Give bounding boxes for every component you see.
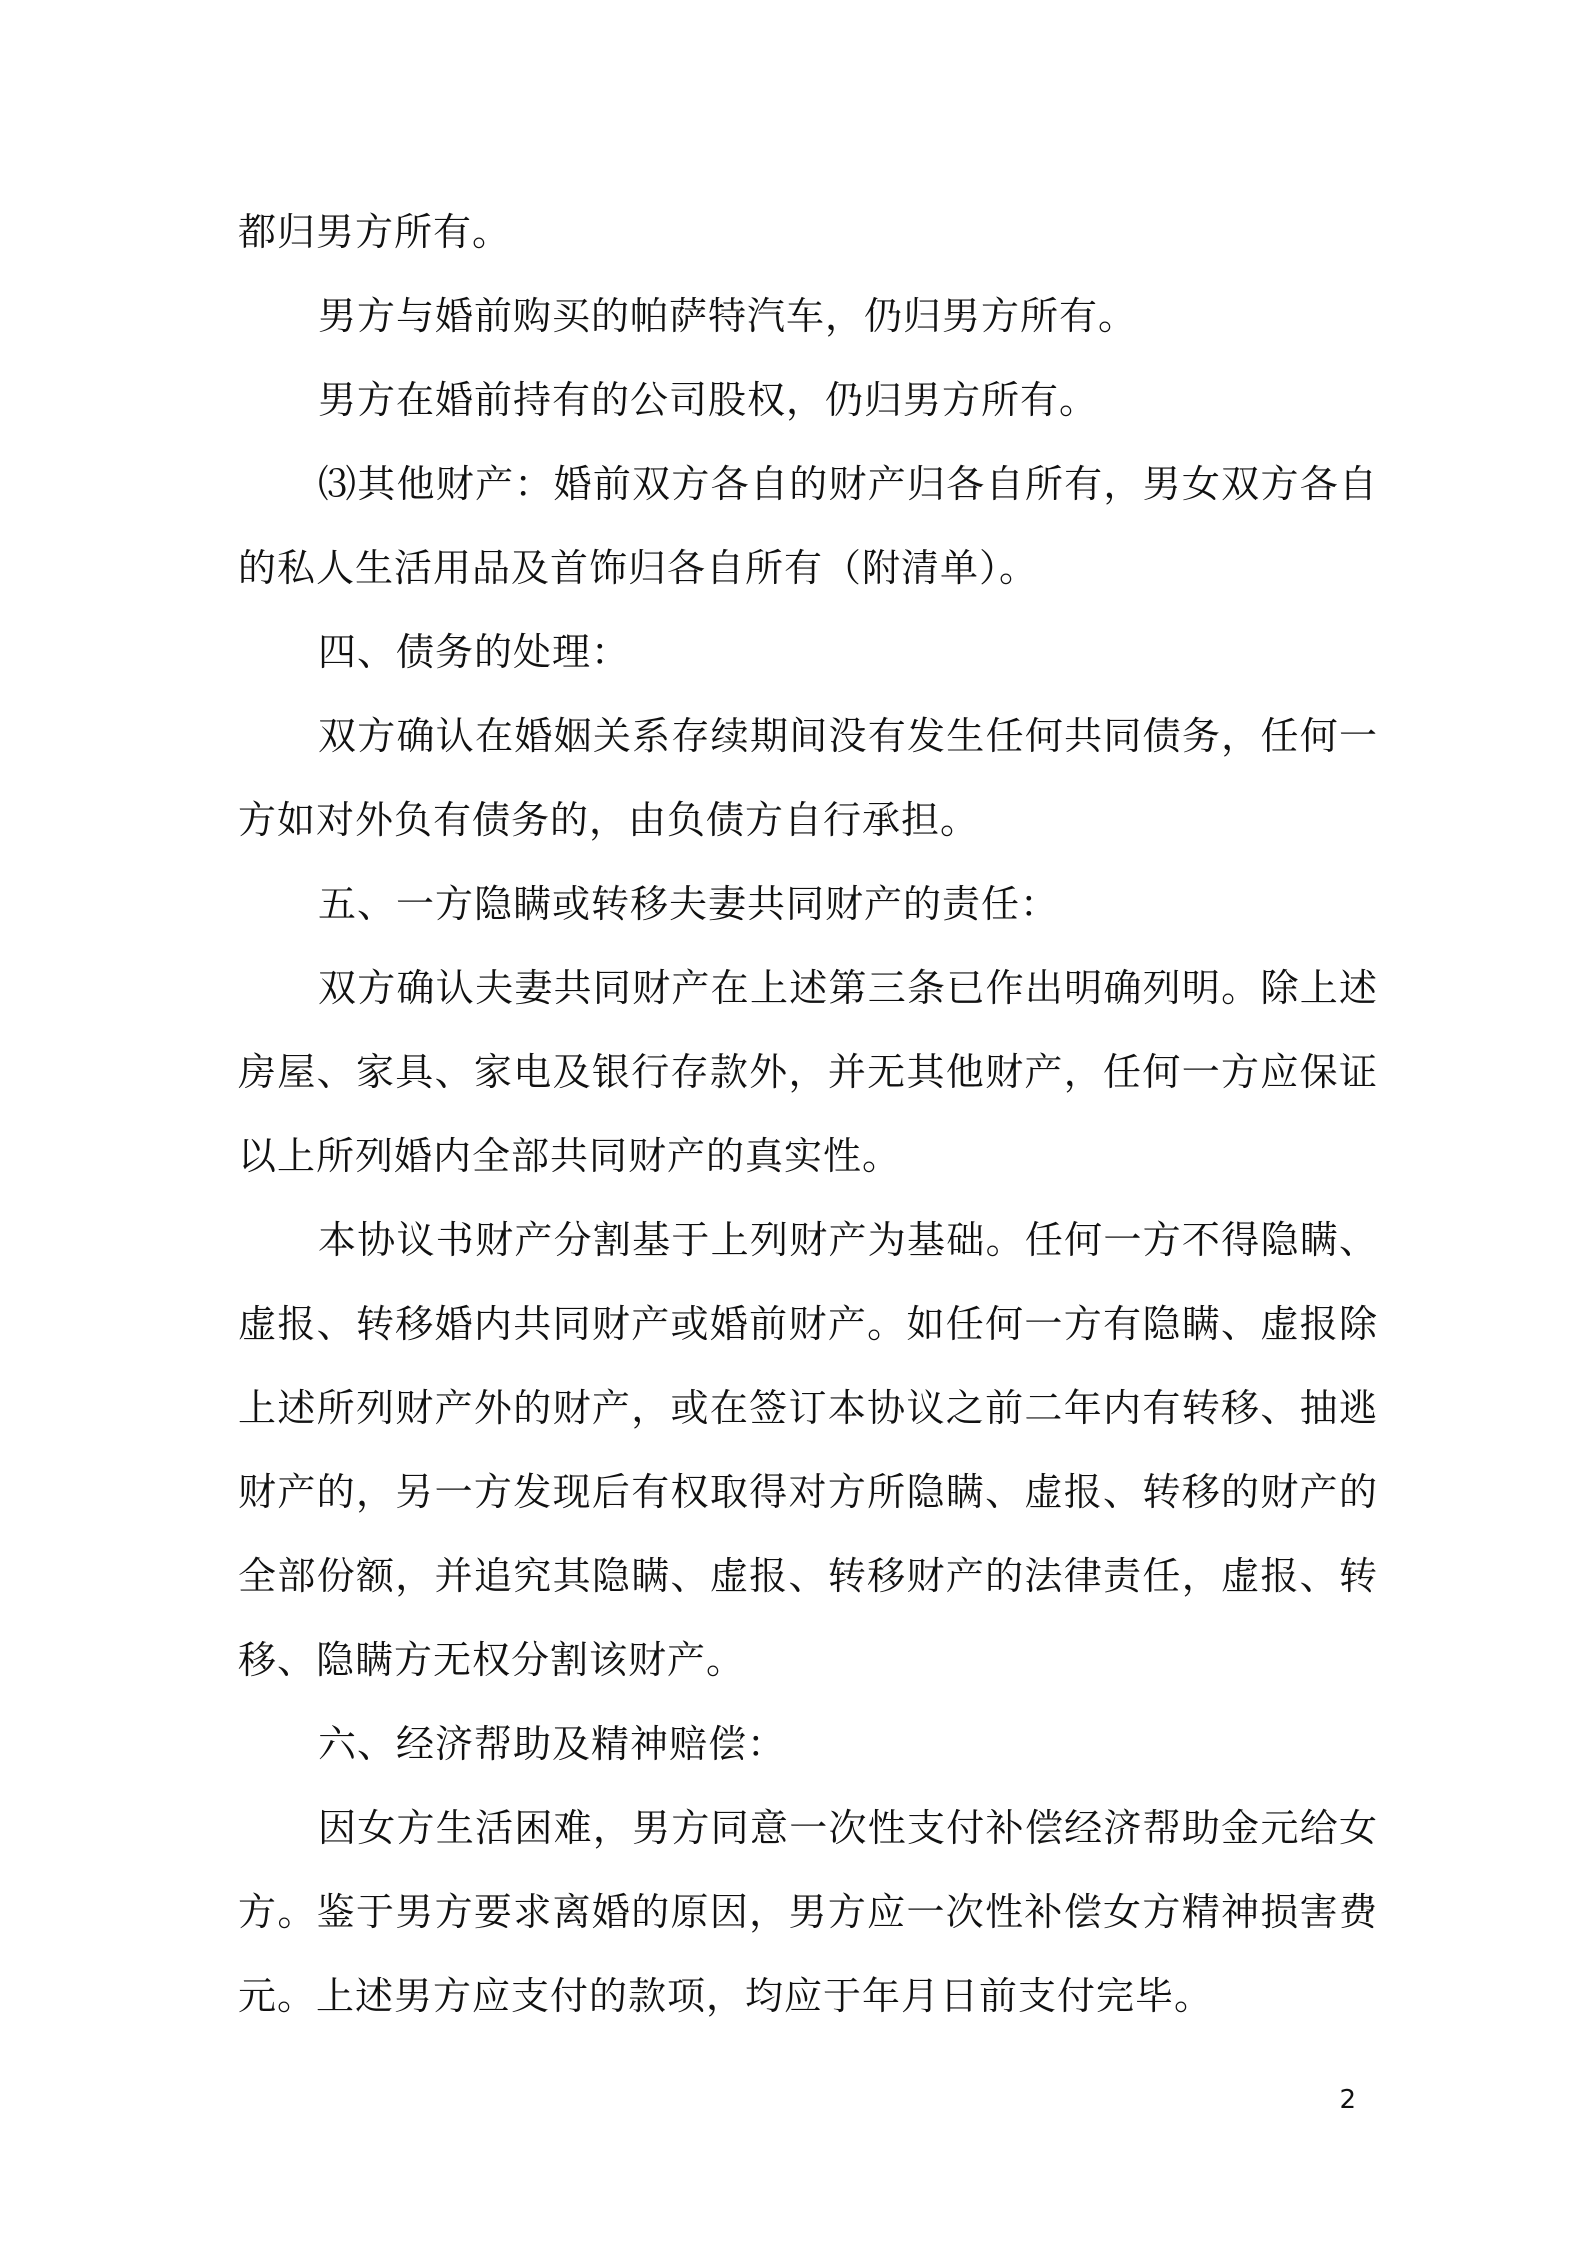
paragraph-car-ownership: 男方与婚前购买的帕萨特汽车，仍归男方所有。	[318, 294, 1138, 338]
paragraph-other-property: ⑶其他财产：婚前双方各自的财产归各自所有，男女双方各自的私人生活用品及首饰归各自所有（附清单）。	[238, 462, 1378, 590]
paragraph-compensation: 因女方生活困难，男方同意一次性支付补偿经济帮助金元给女方。鉴于男方要求离婚的原因，男方应一次性补偿女方精神损害费元。上述男方应支付的款项，均应于年月日前支付完毕。	[238, 1806, 1378, 2018]
section-heading-compensation: 六、经济帮助及精神赔偿：	[318, 1722, 787, 1766]
section-heading-concealment: 五、一方隐瞒或转移夫妻共同财产的责任：	[318, 882, 1060, 926]
document-body	[238, 190, 1378, 2038]
paragraph-joint-property-confirmation: 双方确认夫妻共同财产在上述第三条已作出明确列明。除上述房屋、家具、家电及银行存款外，并无其他财产，任何一方应保证以上所列婚内全部共同财产的真实性。	[238, 966, 1378, 1178]
paragraph-debts: 双方确认在婚姻关系存续期间没有发生任何共同债务，任何一方如对外负有债务的，由负债方自行承担。	[238, 714, 1378, 842]
section-heading-debts: 四、债务的处理：	[318, 630, 631, 674]
paragraph-company-equity: 男方在婚前持有的公司股权，仍归男方所有。	[318, 378, 1099, 422]
page-number: 2	[1339, 2085, 1356, 2115]
paragraph-concealment-liability: 本协议书财产分割基于上列财产为基础。任何一方不得隐瞒、虚报、转移婚内共同财产或婚前财产。如任何一方有隐瞒、虚报除上述所列财产外的财产，或在签订本协议之前二年内有转移、抽逃财产的，另一方发现后有权取得对方所隐瞒、虚报、转移的财产的全部份额，并追究其隐瞒、虚报、转移财产的法律责任，虚报、转移、隐瞒方无权分割该财产。	[238, 1218, 1378, 1682]
paragraph-continuation: 都归男方所有。	[238, 210, 512, 254]
